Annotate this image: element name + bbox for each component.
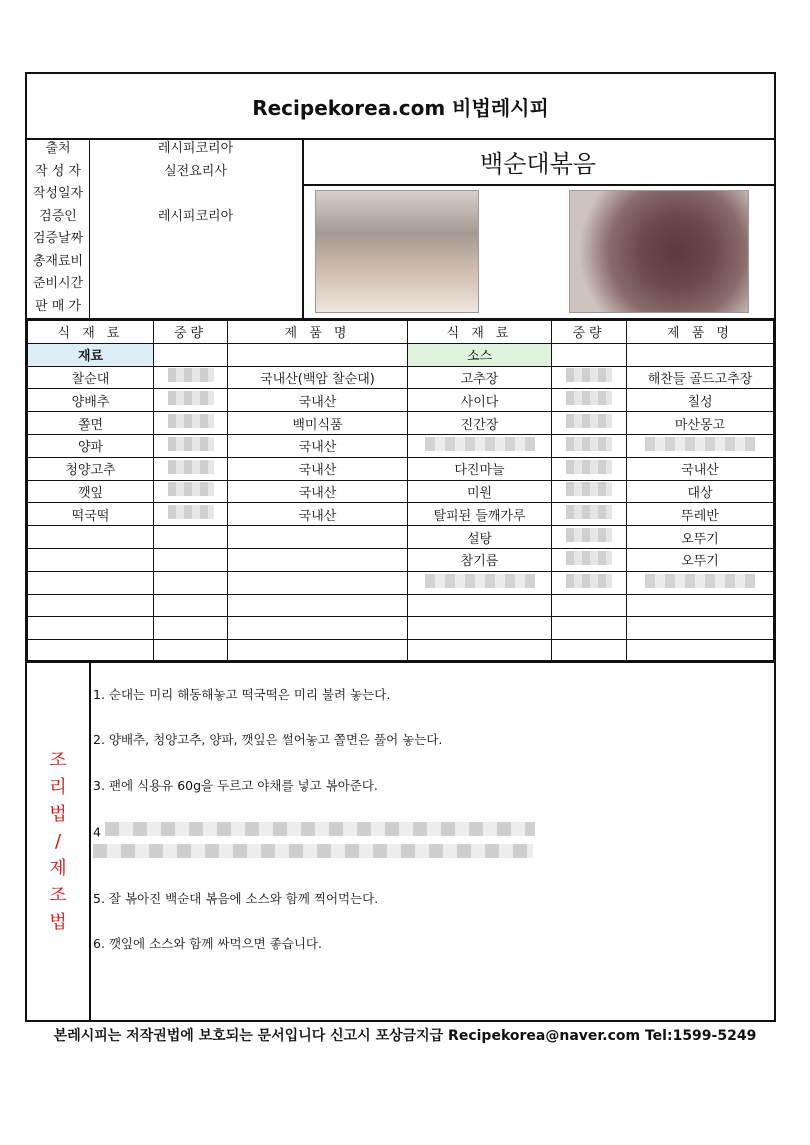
redacted-block (566, 505, 612, 519)
ingredient-product (228, 594, 408, 617)
ingredient-name (28, 571, 154, 594)
ingredient-name (28, 526, 154, 549)
redacted-block (645, 437, 755, 451)
ingredient-name: 양배추 (28, 389, 154, 412)
page-header: Recipekorea.com 비법레시피 (27, 74, 774, 140)
sauce-product: 대상 (627, 480, 774, 503)
recipe-sheet (25, 72, 776, 1022)
method-step: 3. 팬에 식용유 60g을 두르고 야채를 넣고 볶아준다. (93, 777, 378, 793)
sauce-weight (552, 366, 627, 389)
redacted-block (425, 437, 535, 451)
meta-label: 검증인 (39, 208, 77, 224)
table-row (28, 389, 774, 412)
ingredient-product: 국내산 (228, 480, 408, 503)
recipe-photo-cubes (569, 190, 749, 313)
meta-label: 준비시간 (32, 276, 84, 291)
recipe-title: 백순대볶음 (302, 138, 774, 186)
sauce-name: 탈피된 들깨가루 (408, 503, 552, 526)
sauce-product: 마산몽고 (627, 412, 774, 435)
ingredient-name: 양파 (28, 434, 154, 457)
sauce-product (627, 571, 774, 594)
ingredient-weight (154, 617, 228, 640)
ingredient-weight (154, 594, 228, 617)
ingredient-weight (154, 480, 228, 503)
table-row (28, 571, 774, 594)
ingredient-weight (154, 571, 228, 594)
ingredient-weight (154, 526, 228, 549)
col-header: 제 품 명 (627, 321, 774, 344)
method-side-char: 제 (49, 857, 67, 879)
ingredient-name: 깻잎 (28, 480, 154, 503)
table-row (28, 366, 774, 389)
sauce-name: 진간장 (408, 412, 552, 435)
sauce-weight (552, 617, 627, 640)
sauce-weight (552, 594, 627, 617)
col-header: 식 재 료 (28, 321, 154, 344)
sauce-name: 참기름 (408, 548, 552, 571)
meta-value: 레시피코리아 (157, 141, 234, 156)
redacted-block (566, 414, 612, 428)
footer-notice: 본레시피는 저작권법에 보호되는 문서입니다 신고시 포상금지급 Recipekorea@naver.com Tel:1599-5249 (53, 1028, 757, 1044)
sauce-product (627, 434, 774, 457)
redacted-block (566, 391, 612, 405)
ingredient-product (228, 526, 408, 549)
ingredient-weight (154, 389, 228, 412)
method-steps (93, 686, 766, 980)
sauce-weight (552, 434, 627, 457)
method-step: 2. 양배추, 청양고추, 양파, 깻잎은 썰어놓고 쫄면은 풀어 놓는다. (93, 732, 443, 748)
sauce-weight (552, 457, 627, 480)
method-side-char: 법 (49, 911, 67, 933)
table-row (28, 480, 774, 503)
method-side-char: 리 (49, 776, 67, 798)
sauce-weight (552, 571, 627, 594)
meta-value: 레시피코리아 (157, 208, 234, 224)
method-side-label (27, 662, 91, 1020)
ingredient-name: 쫄면 (28, 412, 154, 435)
redacted-block (566, 551, 612, 565)
sauce-product: 오뚜기 (627, 548, 774, 571)
sauce-name: 설탕 (408, 526, 552, 549)
ingredient-weight (154, 366, 228, 389)
table-row (28, 617, 774, 640)
meta-value (89, 251, 302, 274)
sauce-name: 고추장 (408, 366, 552, 389)
ingredient-weight (154, 412, 228, 435)
meta-value (89, 183, 302, 206)
method-side-char: 법 (49, 803, 67, 825)
ingredient-product: 국내산 (228, 503, 408, 526)
sauce-product: 칠성 (627, 389, 774, 412)
ingredient-product: 국내산(백암 찰순대) (228, 366, 408, 389)
table-row (28, 594, 774, 617)
redacted-block (566, 574, 612, 588)
ingredient-name (28, 594, 154, 617)
redacted-block (425, 574, 535, 588)
meta-label: 판 매 가 (35, 298, 81, 314)
sauce-name (408, 617, 552, 640)
method-step: 5. 잘 볶아진 백순대 볶음에 소스와 함께 찍어먹는다. (93, 890, 379, 906)
ingredient-product: 백미식품 (228, 412, 408, 435)
redacted-block (566, 460, 612, 474)
ingredient-product: 국내산 (228, 389, 408, 412)
sauce-weight (552, 412, 627, 435)
table-row (28, 548, 774, 571)
ingredient-weight (154, 434, 228, 457)
ingredient-weight (154, 548, 228, 571)
table-row (28, 412, 774, 435)
redacted-block (93, 844, 533, 858)
redacted-block (566, 528, 612, 542)
ingredient-product (228, 617, 408, 640)
meta-label: 작 성 자 (35, 163, 81, 179)
method-side-char: 조 (49, 884, 67, 906)
redacted-block (105, 822, 535, 836)
method-section (27, 660, 774, 1020)
col-header: 중량 (552, 321, 627, 344)
method-side-char: 조 (49, 749, 67, 771)
meta-label: 출처 (45, 141, 71, 156)
meta-value (89, 273, 302, 296)
meta-value: 실전요리사 (164, 163, 227, 179)
sauce-weight (552, 526, 627, 549)
sauce-weight (552, 480, 627, 503)
sauce-product: 뚜레반 (627, 503, 774, 526)
method-step-redacted (93, 822, 766, 890)
ingredients-table (27, 318, 774, 663)
redacted-block (645, 574, 755, 588)
ingredient-weight (154, 457, 228, 480)
sauce-product (627, 594, 774, 617)
section-label-ingredients: 재료 (28, 343, 154, 366)
redacted-block (566, 437, 612, 451)
meta-label: 검증날짜 (32, 231, 84, 246)
ingredient-weight (154, 503, 228, 526)
sauce-product: 국내산 (627, 457, 774, 480)
sauce-name (408, 571, 552, 594)
ingredient-product: 국내산 (228, 457, 408, 480)
sauce-weight (552, 548, 627, 571)
meta-label: 작성일자 (32, 186, 84, 201)
redacted-block (566, 368, 612, 382)
redacted-block (168, 505, 214, 519)
sauce-name: 다진마늘 (408, 457, 552, 480)
meta-values (89, 138, 304, 318)
sauce-product (627, 617, 774, 640)
meta-value (89, 228, 302, 251)
meta-label: 총재료비 (32, 253, 84, 269)
col-header: 식 재 료 (408, 321, 552, 344)
redacted-block (168, 482, 214, 496)
col-header: 제 품 명 (228, 321, 408, 344)
sauce-weight (552, 503, 627, 526)
ingredient-name: 찰순대 (28, 366, 154, 389)
ingredient-product: 국내산 (228, 434, 408, 457)
ingredient-name (28, 548, 154, 571)
redacted-block (168, 460, 214, 474)
sauce-product: 해찬들 골드고추장 (627, 366, 774, 389)
table-row (28, 457, 774, 480)
sauce-weight (552, 389, 627, 412)
method-side-char: / (54, 830, 62, 852)
sauce-name (408, 594, 552, 617)
redacted-block (168, 368, 214, 382)
sauce-name: 사이다 (408, 389, 552, 412)
redacted-block (168, 437, 214, 451)
table-row (28, 526, 774, 549)
table-row (28, 503, 774, 526)
sauce-name (408, 434, 552, 457)
col-header: 중량 (154, 321, 228, 344)
method-step: 1. 순대는 미리 해동해놓고 떡국떡은 미리 불려 놓는다. (93, 687, 391, 702)
ingredient-product (228, 571, 408, 594)
ingredient-product (228, 548, 408, 571)
sauce-name: 미원 (408, 480, 552, 503)
method-step: 6. 깻잎에 소스와 함께 싸먹으면 좋습니다. (93, 936, 322, 952)
recipe-photo-cutting (315, 190, 479, 313)
table-row (28, 434, 774, 457)
redacted-block (168, 391, 214, 405)
meta-labels (27, 138, 90, 318)
redacted-block (168, 414, 214, 428)
ingredient-name (28, 617, 154, 640)
redacted-block (566, 482, 612, 496)
sauce-product: 오뚜기 (627, 526, 774, 549)
ingredient-name: 떡국떡 (28, 503, 154, 526)
ingredient-name: 청양고추 (28, 457, 154, 480)
meta-value (89, 296, 302, 319)
method-step-number: 4 (93, 824, 101, 840)
section-label-sauce: 소스 (408, 343, 552, 366)
